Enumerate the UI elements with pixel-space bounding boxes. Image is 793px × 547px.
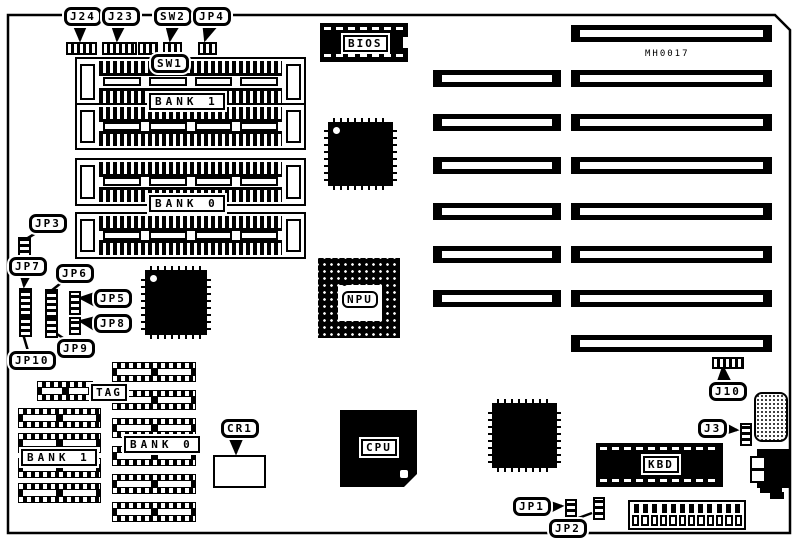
- label-cpu: CPU: [361, 439, 397, 456]
- power-pin: [689, 504, 694, 513]
- power-slot: [735, 515, 742, 526]
- simm-latch: [80, 64, 95, 100]
- expansion-slot-long: [571, 246, 772, 263]
- qfp-pins: [488, 408, 492, 463]
- expansion-slot-long: [571, 203, 772, 220]
- dip-pin-row: [38, 382, 92, 387]
- jumper-sw1: [138, 42, 158, 55]
- simm-slot: [103, 77, 141, 86]
- label-npu: NPU: [342, 291, 378, 308]
- dip-pin-row: [113, 376, 195, 381]
- slot-opening: [580, 119, 763, 126]
- jumper-jp9: [45, 316, 58, 338]
- simm-slot: [240, 122, 278, 131]
- slot-opening: [580, 30, 763, 37]
- label-bank1-cache: BANK 1: [21, 449, 97, 466]
- cr1-component: [213, 455, 266, 488]
- dip-slot: [158, 453, 192, 459]
- dip-slot: [42, 388, 62, 394]
- label-j3: J3: [698, 419, 727, 438]
- power-pin: [707, 504, 712, 513]
- slot-opening: [580, 162, 763, 169]
- jumper-jp7: [19, 288, 32, 316]
- simm-pin-row: [99, 162, 282, 177]
- power-pin: [726, 504, 731, 513]
- dip-slot: [158, 481, 192, 487]
- simm-pin-row: [99, 61, 282, 76]
- dip-pin-row: [19, 484, 100, 489]
- label-bank0-simm: BANK 0: [149, 195, 225, 212]
- power-slot: [707, 515, 714, 526]
- chip-notch: [403, 37, 408, 48]
- simm-slot: [149, 122, 187, 131]
- speaker-pad-component: [754, 392, 788, 442]
- slot-opening: [442, 119, 552, 126]
- jumper-jp10: [19, 315, 32, 337]
- dip-slot: [23, 490, 56, 496]
- label-part-number: MH0017: [645, 49, 690, 59]
- pin1-notch-icon: [400, 470, 408, 478]
- expansion-slot-long: [571, 114, 772, 131]
- board-edge-step: [770, 492, 784, 499]
- qfp-pins: [324, 127, 328, 181]
- power-slot: [697, 515, 704, 526]
- simm-slot: [103, 231, 141, 240]
- power-slot: [716, 515, 723, 526]
- power-pin: [680, 504, 685, 513]
- dip-pin-row: [113, 475, 195, 480]
- dip-slot: [158, 369, 192, 375]
- label-jp2: JP2: [549, 519, 587, 538]
- power-pin-row: [634, 504, 740, 513]
- label-cr1: CR1: [221, 419, 259, 438]
- simm-slot: [103, 177, 141, 186]
- dip-slot: [158, 425, 192, 431]
- expansion-slot-short: [433, 246, 561, 263]
- dip-pin-row: [113, 516, 195, 521]
- simm-slot-row: [103, 122, 278, 131]
- expansion-slot-short: [433, 70, 561, 87]
- label-jp3: JP3: [29, 214, 67, 233]
- expansion-slot-long: [571, 25, 772, 42]
- label-jp7: JP7: [9, 257, 47, 276]
- dip-pin-row: [19, 497, 100, 502]
- jumper-jp2: [593, 497, 605, 520]
- dip-pin-row: [113, 488, 195, 493]
- dip-slot: [23, 415, 56, 421]
- power-slot-row: [632, 515, 742, 526]
- cache-dip-chip: [112, 474, 196, 494]
- jumper-jp3: [18, 237, 31, 258]
- slot-opening: [580, 295, 763, 302]
- power-slot: [688, 515, 695, 526]
- label-jp4: JP4: [193, 7, 231, 26]
- jumper-j3: [740, 423, 752, 446]
- simm-slot: [195, 231, 233, 240]
- label-tag: TAG: [91, 384, 127, 401]
- slot-opening: [580, 75, 763, 82]
- dip-body: [42, 388, 88, 394]
- label-sw1: SW1: [151, 54, 189, 73]
- qfp-pins: [497, 399, 552, 403]
- dip-pin-row: [600, 479, 719, 482]
- expansion-slot-short: [433, 157, 561, 174]
- dip-body: [117, 481, 191, 487]
- slot-opening: [442, 251, 552, 258]
- simm-latch: [286, 219, 301, 252]
- slot-opening: [442, 295, 552, 302]
- simm-latch: [286, 165, 301, 199]
- dip-pin-row: [113, 503, 195, 508]
- cache-dip-chip: [112, 502, 196, 522]
- qfp-pins: [557, 408, 561, 463]
- qfp-pins: [497, 468, 552, 472]
- power-pin: [698, 504, 703, 513]
- simm-slot: [195, 122, 233, 131]
- din-plug: [750, 456, 766, 470]
- simm-pin-row: [99, 216, 282, 231]
- cache-dip-chip: [37, 381, 93, 401]
- slot-opening: [580, 251, 763, 258]
- dip-pin-row: [113, 419, 195, 424]
- dip-pin-row: [113, 404, 195, 409]
- label-jp9: JP9: [57, 339, 95, 358]
- qfp-pins: [393, 127, 397, 181]
- dip-slot: [63, 440, 96, 446]
- jumper-j23: [102, 42, 137, 55]
- chip-qfp-top: [328, 122, 393, 186]
- jumper-jp5: [69, 291, 81, 315]
- cache-dip-chip: [18, 483, 101, 503]
- simm-slot: [240, 77, 278, 86]
- qfp-pins: [333, 118, 388, 122]
- simm-latch: [286, 110, 301, 143]
- dip-body: [117, 397, 191, 403]
- jumper-jp8: [69, 317, 81, 335]
- dip-body: [117, 425, 191, 431]
- chip-qfp-left: [145, 270, 207, 335]
- dip-slot: [117, 453, 151, 459]
- expansion-slot-long: [571, 290, 772, 307]
- slot-opening: [442, 162, 552, 169]
- dip-slot: [117, 369, 151, 375]
- simm-slot: [149, 177, 187, 186]
- pin1-dot-icon: [150, 275, 157, 282]
- jumper-j10: [712, 357, 744, 369]
- dip-slot: [69, 388, 89, 394]
- slot-opening: [442, 208, 552, 215]
- jumper-jp1: [565, 499, 577, 517]
- simm-slot-row: [103, 177, 278, 186]
- expansion-slot-short: [433, 290, 561, 307]
- simm-socket: [75, 103, 306, 150]
- label-bank1-simm: BANK 1: [149, 93, 225, 110]
- dip-slot: [63, 490, 96, 496]
- dip-body: [23, 415, 96, 421]
- dip-body: [23, 440, 96, 446]
- pin1-dot-icon: [342, 281, 347, 286]
- expansion-slot-long: [571, 157, 772, 174]
- label-j23: J23: [102, 7, 140, 26]
- simm-slot: [149, 231, 187, 240]
- power-connector: [628, 500, 746, 530]
- power-slot: [679, 515, 686, 526]
- qfp-pins: [150, 266, 202, 270]
- jumper-j24: [66, 42, 97, 55]
- slot-opening: [442, 75, 552, 82]
- dip-pin-row: [324, 27, 404, 30]
- power-pin: [671, 504, 676, 513]
- slot-opening: [580, 208, 763, 215]
- simm-slot: [195, 177, 233, 186]
- power-pin: [652, 504, 657, 513]
- simm-pin-row: [99, 131, 282, 146]
- label-jp1: JP1: [513, 497, 551, 516]
- dip-pin-row: [113, 363, 195, 368]
- cache-dip-chip: [112, 362, 196, 382]
- dip-slot: [23, 440, 56, 446]
- label-j24: J24: [64, 7, 102, 26]
- qfp-pins: [333, 186, 388, 190]
- simm-latch: [80, 219, 95, 252]
- label-bank0-cache: BANK 0: [124, 436, 200, 453]
- expansion-slot-long: [571, 335, 772, 352]
- pin1-dot-icon: [333, 127, 340, 134]
- dip-pin-row: [113, 460, 195, 465]
- simm-slot: [149, 77, 187, 86]
- label-j10: J10: [709, 382, 747, 401]
- simm-latch: [80, 165, 95, 199]
- label-sw2: SW2: [154, 7, 192, 26]
- simm-slot-row: [103, 231, 278, 240]
- simm-slot: [103, 122, 141, 131]
- power-slot: [641, 515, 648, 526]
- simm-slot-row: [103, 77, 278, 86]
- expansion-slot-short: [433, 114, 561, 131]
- qfp-pins: [207, 275, 211, 330]
- expansion-slot-long: [571, 70, 772, 87]
- dip-slot: [117, 481, 151, 487]
- jumper-jp6: [45, 289, 58, 317]
- dip-pin-row: [324, 54, 404, 57]
- power-pin: [634, 504, 639, 513]
- power-pin: [735, 504, 740, 513]
- expansion-slot-short: [433, 203, 561, 220]
- power-pin: [662, 504, 667, 513]
- power-slot: [632, 515, 639, 526]
- chip-qfp-bottom: [492, 403, 557, 468]
- qfp-pins: [141, 275, 145, 330]
- dip-slot: [117, 425, 151, 431]
- power-pin: [643, 504, 648, 513]
- dip-body: [117, 369, 191, 375]
- dip-slot: [117, 509, 151, 515]
- jumper-jp4: [198, 42, 217, 55]
- dip-slot: [158, 397, 192, 403]
- simm-pin-row: [99, 240, 282, 255]
- dip-slot: [158, 509, 192, 515]
- cache-dip-chip: [112, 418, 196, 438]
- simm-latch: [80, 110, 95, 143]
- simm-slot: [240, 231, 278, 240]
- label-jp10: JP10: [9, 351, 56, 370]
- slot-opening: [580, 340, 763, 347]
- simm-slot: [240, 177, 278, 186]
- dip-body: [117, 509, 191, 515]
- dip-slot: [63, 415, 96, 421]
- dip-pin-row: [19, 409, 100, 414]
- cache-dip-chip: [18, 408, 101, 428]
- power-slot: [660, 515, 667, 526]
- label-jp6: JP6: [56, 264, 94, 283]
- simm-latch: [286, 64, 301, 100]
- dip-pin-row: [600, 447, 719, 450]
- simm-socket: [75, 212, 306, 259]
- power-slot: [669, 515, 676, 526]
- label-kbd: KBD: [643, 456, 679, 473]
- label-jp5: JP5: [94, 289, 132, 308]
- dip-pin-row: [19, 422, 100, 427]
- label-bios: BIOS: [343, 35, 388, 52]
- power-pin: [717, 504, 722, 513]
- qfp-pins: [150, 335, 202, 339]
- label-jp8: JP8: [94, 314, 132, 333]
- dip-pin-row: [19, 472, 100, 477]
- dip-pin-row: [19, 434, 100, 439]
- din-plug: [750, 469, 766, 483]
- dip-body: [23, 490, 96, 496]
- power-slot: [725, 515, 732, 526]
- simm-slot: [195, 77, 233, 86]
- dip-pin-row: [38, 395, 92, 400]
- dip-body: [117, 453, 191, 459]
- power-slot: [651, 515, 658, 526]
